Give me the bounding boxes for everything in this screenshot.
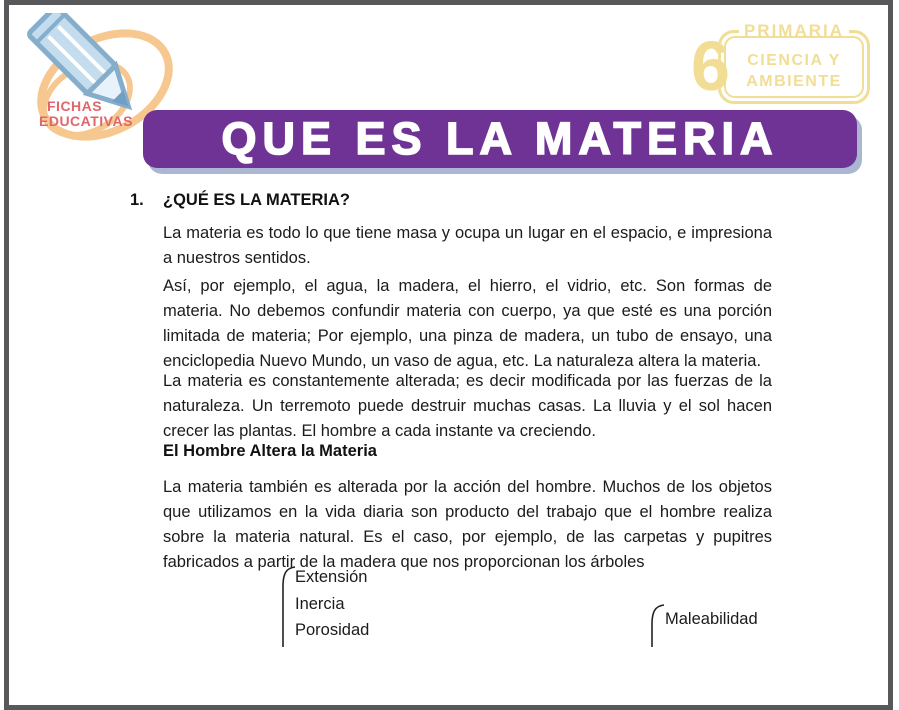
section-heading: ¿QUÉ ES LA MATERIA? (163, 191, 350, 209)
page-frame (4, 0, 893, 710)
badge-level-label: PRIMARIA (739, 21, 849, 41)
logo-line1: FICHAS (47, 98, 103, 114)
subheading-el-hombre: El Hombre Altera la Materia (163, 442, 377, 460)
property-item: Porosidad (295, 621, 370, 639)
grade-number: 6 (691, 27, 730, 105)
badge-inner-border (724, 36, 864, 98)
title-banner (143, 110, 857, 168)
property-item: Maleabilidad (665, 610, 758, 628)
logo-wordmark (39, 99, 133, 129)
primaria-badge (691, 21, 870, 105)
section-heading-row (130, 191, 350, 210)
paragraph-1: La materia es todo lo que tiene masa y ocupa un lugar en el espacio, e impresiona a nuestros sentidos. (163, 224, 772, 267)
paragraph-4: La materia también es alterada por la acción del hombre. Muchos de los objetos que utilizamos en la vida diaria son producto del trabajo que el hombre realiza sobre la materia natural. Es el caso, por ejemplo, de las carpetas y pupitres fabricados a partir de la madera que nos proporcionan los árboles (163, 478, 772, 571)
section-number: 1. (130, 191, 144, 209)
logo-line2: EDUCATIVAS (39, 113, 133, 129)
badge-subject (746, 50, 842, 92)
paragraph-3: La materia es constantemente alterada; es decir modificada por las fuerzas de la naturaleza. Un terremoto puede destruir muchas casas. La lluvia y el sol hacen crecer las plantas. El hombre a cada instante va creciendo. (163, 372, 772, 440)
page-title: QUE ES LA MATERIA (221, 113, 779, 164)
badge-subject-line1: CIENCIA Y (747, 52, 841, 69)
badge-subject-line2: AMBIENTE (746, 73, 842, 90)
property-item: Extensión (295, 568, 368, 586)
property-item: Inercia (295, 595, 345, 613)
paragraph-2: Así, por ejemplo, el agua, la madera, el hierro, el vidrio, etc. Son formas de materia. No debemos confundir materia con cuerpo, ya que esté es una porción limitada de materia; Por ejemplo, una pinza de madera, un tubo de ensayo, una enciclopedia Nuevo Mundo, un vaso de agua, etc. La naturaleza altera la materia. (163, 277, 772, 370)
